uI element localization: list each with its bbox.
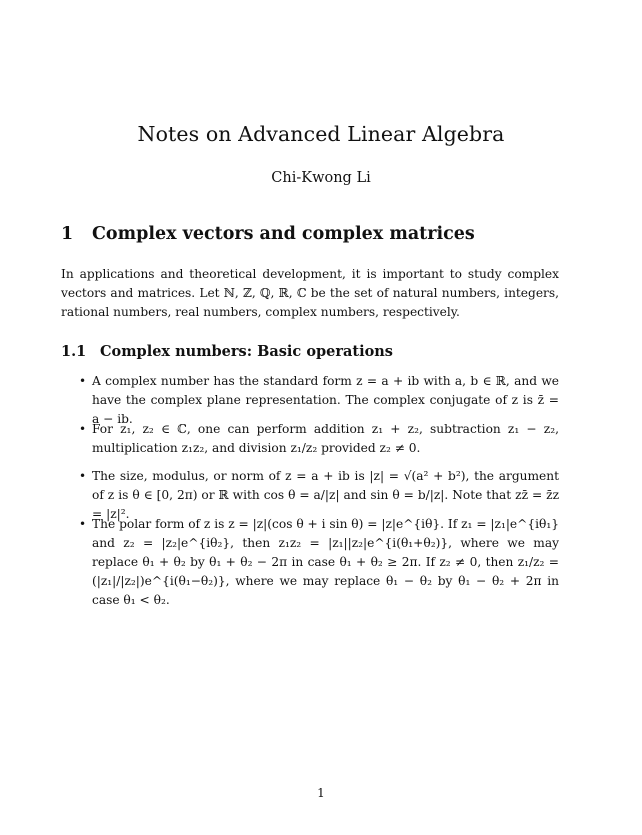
subsection-heading <box>61 343 393 360</box>
list-item-text: The size, modulus, or norm of z = a + ib is |z| = √(a² + b²), the argument of z is θ ∈ [0, 2π) or ℝ with cos θ = a/|z| and sin θ = b/|z|. Note that zz̄ = z̄z = |z|². <box>92 469 559 521</box>
bullet-icon: • <box>79 517 87 531</box>
document-title: Notes on Advanced Linear Algebra <box>137 122 505 146</box>
section-intro-paragraph: In applications and theoretical development, it is important to study complex vectors and matrices. Let ℕ, ℤ, ℚ, ℝ, ℂ be the set of natural numbers, integers, rational numbers, real numbers, complex numbers, respectively. <box>61 267 559 319</box>
bullet-icon: • <box>79 469 87 483</box>
section-title: Complex vectors and complex matrices <box>92 224 475 244</box>
document-author: Chi-Kwong Li <box>271 170 371 186</box>
bullet-icon: • <box>79 422 87 436</box>
section-number: 1 <box>61 224 74 244</box>
section-heading <box>61 224 475 244</box>
list-item <box>79 420 559 458</box>
subsection-title: Complex numbers: Basic operations <box>100 343 393 360</box>
list-item-text: For z₁, z₂ ∈ ℂ, one can perform addition z₁ + z₂, subtraction z₁ − z₂, multiplication z₁z₂, and division z₁/z₂ provided z₂ ≠ 0. <box>92 422 559 455</box>
list-item-text: The polar form of z is z = |z|(cos θ + i sin θ) = |z|e^{iθ}. If z₁ = |z₁|e^{iθ₁} and z₂ = |z₂|e^{iθ₂}, then z₁z₂ = |z₁||z₂|e^{i(θ₁+θ₂)}, where we may replace θ₁ + θ₂ by θ₁ + θ₂ − 2π in case θ₁ + θ₂ ≥ 2π. If z₂ ≠ 0, then z₁/z₂ = (|z₁|/|z₂|)e^{i(θ₁−θ₂)}, where we may replace θ₁ − θ₂ by θ₁ − θ₂ + 2π in case θ₁ < θ₂. <box>92 517 559 607</box>
list-item-text: A complex number has the standard form z = a + ib with a, b ∈ ℝ, and we have the complex plane representation. The complex conjugate of z is z̄ = a − ib. <box>92 374 559 426</box>
subsection-number: 1.1 <box>61 343 87 360</box>
list-item <box>79 515 559 610</box>
bullet-icon: • <box>79 374 87 388</box>
page-number: 1 <box>317 786 325 800</box>
